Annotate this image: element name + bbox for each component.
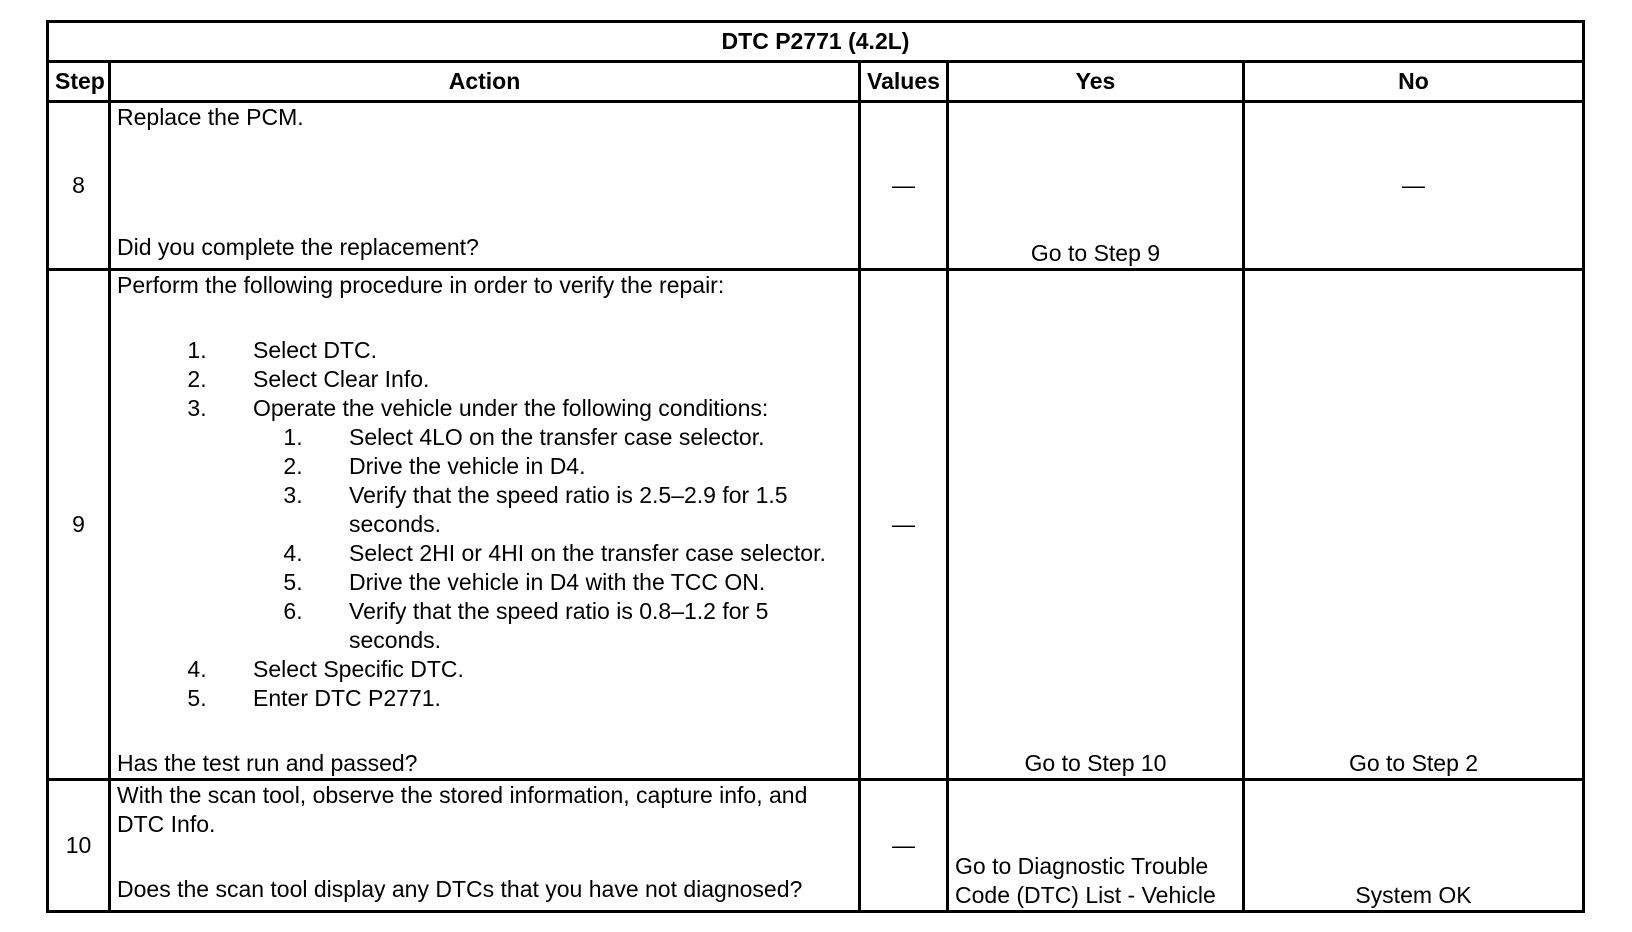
list-item: 5. Drive the vehicle in D4 with the TCC ON. (309, 568, 852, 597)
action-cell (110, 102, 860, 270)
header-step: Step (48, 62, 110, 102)
list-item: 2. Select Clear Info. (213, 365, 852, 394)
dtc-diagnostic-table (46, 20, 1585, 913)
no-link[interactable]: Go to Step 2 (1244, 270, 1584, 780)
step-number: 9 (48, 270, 110, 780)
step-number: 8 (48, 102, 110, 270)
list-item: 1. Select 4LO on the transfer case selector. (309, 423, 852, 452)
table-title: DTC P2771 (4.2L) (48, 22, 1584, 62)
action-intro: Perform the following procedure in order to verify the repair: (117, 272, 725, 298)
table-row-step-9 (48, 270, 1584, 780)
no-result: System OK (1244, 780, 1584, 912)
values-cell: — (860, 102, 948, 270)
action-intro: With the scan tool, observe the stored information, capture info, and DTC Info. (117, 782, 808, 837)
action-cell (110, 270, 860, 780)
list-item (213, 394, 852, 655)
sub-procedure-list (253, 423, 852, 655)
table-row-step-10 (48, 780, 1584, 912)
header-no: No (1244, 62, 1584, 102)
procedure-list (117, 336, 852, 713)
action-question: Has the test run and passed? (117, 750, 418, 776)
list-item: 4. Select Specific DTC. (213, 655, 852, 684)
values-cell: — (860, 780, 948, 912)
yes-link[interactable]: Go to Step 9 (948, 102, 1244, 270)
header-action: Action (110, 62, 860, 102)
action-question: Did you complete the replacement? (117, 234, 479, 260)
values-cell: — (860, 270, 948, 780)
table-row-step-8 (48, 102, 1584, 270)
action-intro: Replace the PCM. (117, 104, 304, 130)
list-item: 2. Drive the vehicle in D4. (309, 452, 852, 481)
action-cell (110, 780, 860, 912)
yes-link[interactable]: Go to Step 10 (948, 270, 1244, 780)
header-yes: Yes (948, 62, 1244, 102)
list-item: 4. Select 2HI or 4HI on the transfer case selector. (309, 539, 852, 568)
step-number: 10 (48, 780, 110, 912)
header-values: Values (860, 62, 948, 102)
list-item: 5. Enter DTC P2771. (213, 684, 852, 713)
list-item-text: Operate the vehicle under the following conditions: (253, 395, 769, 421)
yes-link[interactable]: Go to Diagnostic Trouble Code (DTC) List - Vehicle (948, 780, 1244, 912)
list-item: 3. Verify that the speed ratio is 2.5–2.9 for 1.5 seconds. (309, 481, 852, 539)
no-cell: — (1244, 102, 1584, 270)
action-question: Does the scan tool display any DTCs that you have not diagnosed? (117, 876, 803, 902)
header-row (48, 62, 1584, 102)
list-item: 1. Select DTC. (213, 336, 852, 365)
list-item: 6. Verify that the speed ratio is 0.8–1.2 for 5 seconds. (309, 597, 852, 655)
